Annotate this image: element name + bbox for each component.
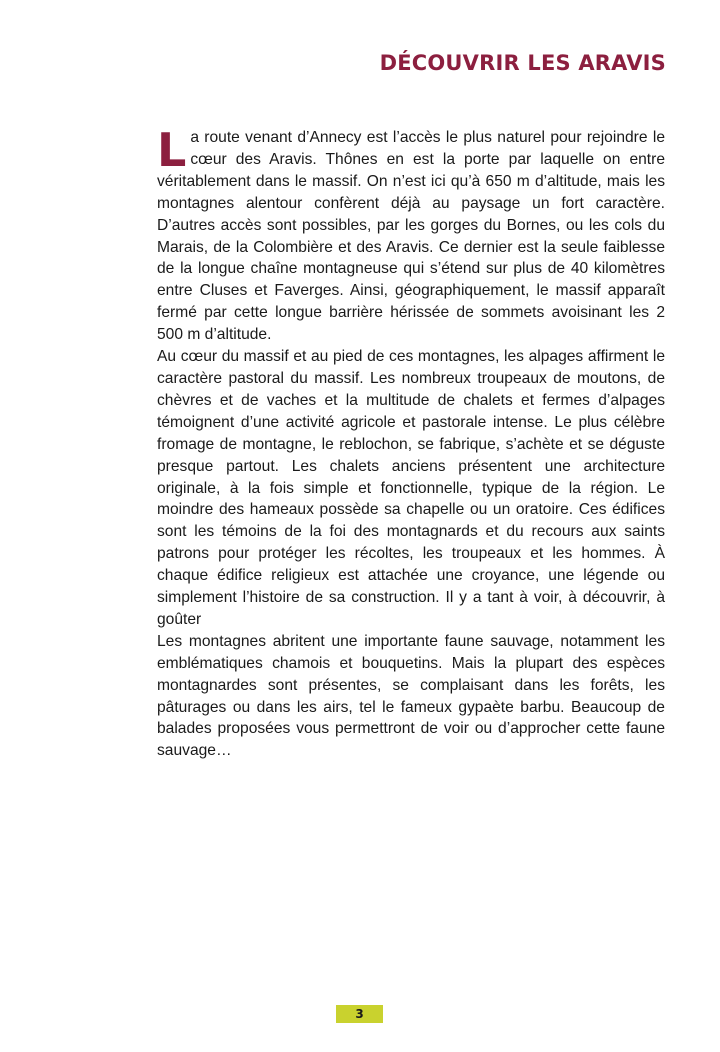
paragraph-3: Les montagnes abritent une importante faune sauvage, notamment les emblématiques chamois et bouquetins. Mais la plupart des espèces montagnardes sont présentes, se complaisant dans les forêts, les pâturages ou dans les airs, tel le fameux gypaète barbu. Beaucoup de balades proposées vous permettront de voir ou d’approcher cette faune sauvage… xyxy=(157,632,665,760)
paragraph-1 xyxy=(157,123,665,346)
page-number: 3 xyxy=(336,1005,383,1023)
article-body xyxy=(157,123,665,762)
paragraph-2: Au cœur du massif et au pied de ces montagnes, les alpages affirment le caractère pastoral du massif. Les nombreux troupeaux de moutons, de chèvres et de vaches et la multitude de chalets et fermes d’alpages témoignent d’une activité agricole et pastorale intense. Le plus célèbre fromage de montagne, le reblochon, se fabrique, s’achète et se déguste presque partout. Les chalets anciens présentent une architecture originale, à la fois simple et fonctionnelle, typique de la région. Le moindre des hameaux possède sa chapelle ou un oratoire. Ces édifices sont les témoins de la foi des montagnards et du recours aux saints patrons pour protéger les récoltes, les troupeaux et les hommes. À chaque édifice religieux est attachée une croyance, une légende ou simplement l’histoire de sa construction. Il y a tant à voir, à découvrir, à goûter xyxy=(157,348,665,628)
page-title: DÉCOUVRIR LES ARAVIS xyxy=(379,51,666,75)
paragraph-1-text: a route venant d’Annecy est l’accès le plus naturel pour rejoindre le cœur des Aravis. Thônes en est la porte par laquelle on entre véritablement dans le massif. On n’est ici qu’à 650 m d’altitude, mais les montagnes alentour confèrent déjà au paysage un fort caractère. D’autres accès sont possibles, par les gorges du Bornes, ou les cols du Marais, de la Colombière et des Aravis. Ce dernier est la seule faiblesse de la longue chaîne montagneuse qui s’étend sur plus de 40 kilomètres entre Cluses et Faverges. Ainsi, géographiquement, le massif apparaît fermé par cette longue barrière hérissée de sommets avoisinant les 2 500 m d’altitude. xyxy=(157,129,665,344)
drop-cap: L xyxy=(157,123,187,177)
